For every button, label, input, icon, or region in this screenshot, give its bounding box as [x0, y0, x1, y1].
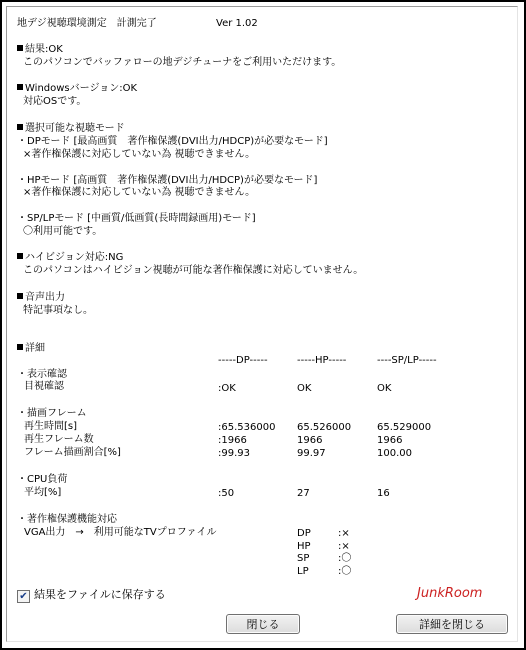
frames-dp-value: :1966	[218, 435, 247, 446]
save-results-label[interactable]: 結果をファイルに保存する	[34, 588, 166, 601]
audio-heading: 音声出力	[17, 292, 65, 304]
cpu-splp-value: 16	[377, 488, 390, 499]
result-heading: 結果:OK	[17, 44, 63, 56]
playtime-dp-value: :65.536000	[218, 422, 276, 433]
ratio-label: フレーム描画割合[%]	[24, 447, 121, 458]
audio-text: 特記事項なし。	[23, 305, 93, 316]
frames-splp-value: 1966	[377, 435, 403, 446]
display-label: 目視確認	[24, 381, 64, 392]
dp-mode-title: ・DPモード [最高画質 著作権保護(DVI出力/HDCP)が必要なモード]	[17, 136, 328, 147]
frames-label: 再生フレーム数	[24, 434, 94, 445]
hp-mode-status: ×著作権保護に対応していない為 視聴できません。	[23, 187, 256, 198]
column-splp: ----SP/LP-----	[377, 355, 437, 366]
column-hp: -----HP-----	[297, 355, 347, 366]
column-dp: -----DP-----	[218, 355, 268, 366]
bullet-square-icon	[17, 344, 23, 350]
display-hp-value: OK	[297, 383, 312, 394]
bullet-square-icon	[17, 84, 23, 90]
modes-heading: 選択可能な視聴モード	[17, 123, 125, 135]
windows-heading: Windowsバージョン:OK	[17, 83, 137, 95]
playtime-splp-value: 65.529000	[377, 422, 432, 433]
bullet-square-icon	[17, 124, 23, 130]
profile-dp-value: :×	[338, 528, 350, 539]
profile-sp-value: :〇	[338, 553, 352, 564]
copyright-section: ・著作権保護機能対応	[17, 514, 117, 525]
profile-sp-name: SP	[297, 553, 310, 564]
bullet-square-icon	[17, 293, 23, 299]
checkmark-icon: ✔	[19, 591, 28, 602]
bullet-square-icon	[17, 253, 23, 259]
close-button[interactable]: 閉じる	[226, 614, 300, 634]
details-heading: 詳細	[17, 343, 45, 355]
frames-hp-value: 1966	[297, 435, 323, 446]
windows-text: 対応OSです。	[23, 96, 87, 107]
hp-mode-title: ・HPモード [高画質 著作権保護(DVI出力/HDCP)が必要なモード]	[17, 175, 318, 186]
dp-mode-status: ×著作権保護に対応していない為 視聴できません。	[23, 149, 256, 160]
ratio-splp-value: 100.00	[377, 448, 412, 459]
splp-mode-status: 〇利用可能です。	[23, 226, 103, 237]
hivision-text: このパソコンはハイビジョン視聴が可能な著作権保護に対応していません。	[23, 265, 364, 276]
vga-output-label: VGA出力 → 利用可能なTVプロファイル	[24, 527, 217, 538]
cpu-dp-value: :50	[218, 488, 235, 499]
ratio-hp-value: 99.97	[297, 448, 326, 459]
save-results-checkbox[interactable]	[17, 590, 30, 603]
hivision-heading: ハイビジョン対応:NG	[17, 252, 123, 264]
junkroom-logo: JunkRoom	[417, 586, 483, 601]
display-section: ・表示確認	[17, 369, 67, 380]
cpu-label: 平均[%]	[24, 487, 62, 498]
profile-hp-value: :×	[338, 541, 350, 552]
ratio-dp-value: :99.93	[218, 448, 250, 459]
version-label: Ver 1.02	[216, 18, 258, 29]
profile-lp-value: :〇	[338, 566, 352, 577]
display-splp-value: OK	[377, 383, 392, 394]
playtime-hp-value: 65.526000	[297, 422, 352, 433]
render-section: ・描画フレーム	[17, 408, 87, 419]
profile-lp-name: LP	[297, 566, 309, 577]
cpu-hp-value: 27	[297, 488, 310, 499]
cpu-section: ・CPU負荷	[17, 474, 68, 485]
profile-hp-name: HP	[297, 541, 311, 552]
result-text: このパソコンでバッファローの地デジチューナをご利用いただけます。	[23, 57, 342, 68]
bullet-square-icon	[17, 45, 23, 51]
profile-dp-name: DP	[297, 528, 311, 539]
close-details-button[interactable]: 詳細を閉じる	[396, 614, 508, 634]
window-title: 地デジ視聴環境測定 計測完了	[17, 18, 157, 29]
display-dp-value: :OK	[218, 383, 236, 394]
splp-mode-title: ・SP/LPモード [中画質/低画質(長時間録画用)モード]	[17, 213, 256, 224]
playtime-label: 再生時間[s]	[24, 421, 78, 432]
